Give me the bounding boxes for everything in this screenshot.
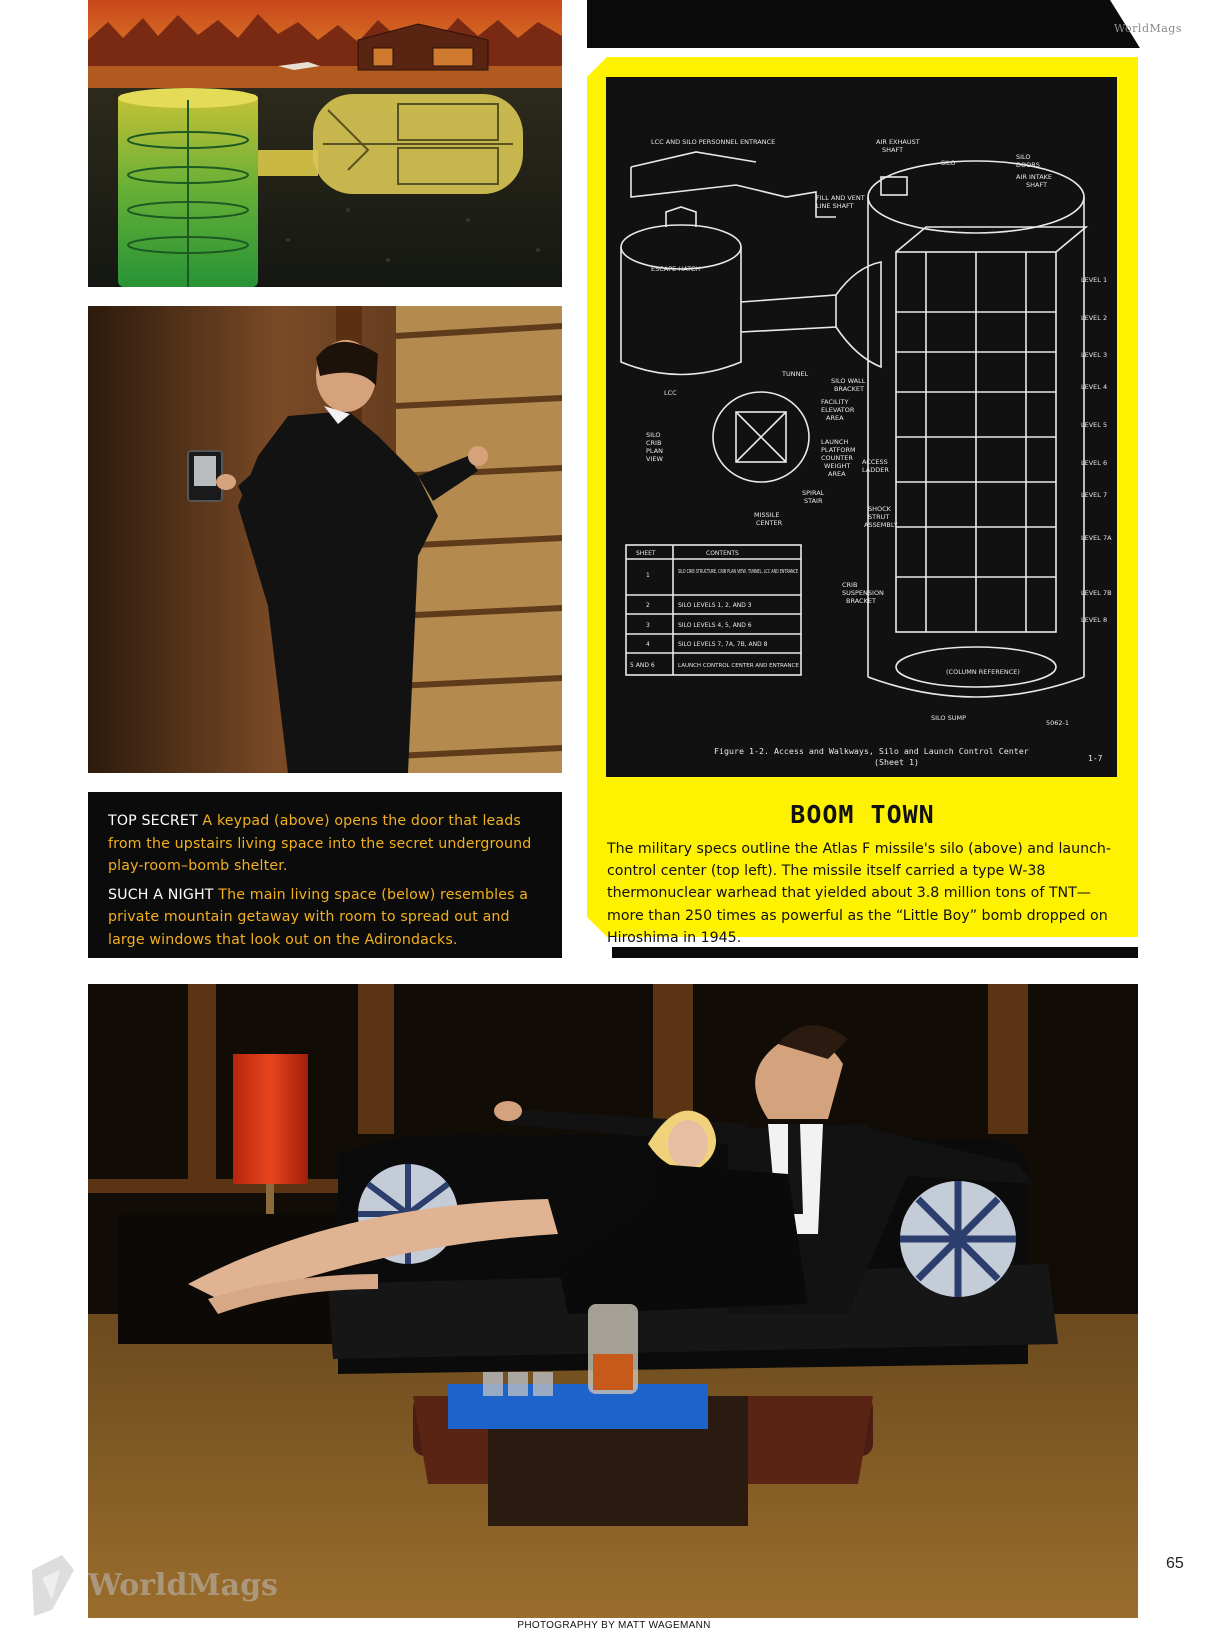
photo-credit: PHOTOGRAPHY BY MATT WAGEMANN: [517, 1620, 711, 1631]
table-cell: 1: [646, 572, 650, 579]
level-label: LEVEL 6: [1081, 459, 1108, 467]
bp-label: LCC AND SILO PERSONNEL ENTRANCE: [651, 138, 776, 146]
keypad-photo: [88, 306, 562, 773]
bp-label: MISSILE: [754, 511, 780, 519]
bp-label: COUNTER: [821, 454, 853, 462]
bp-label: LADDER: [862, 466, 889, 474]
bp-label: AREA: [828, 470, 846, 478]
bp-label: FACILITY: [821, 398, 849, 406]
bp-label: AREA: [826, 414, 844, 422]
bp-label: (COLUMN REFERENCE): [946, 668, 1020, 676]
sidebar-title: BOOM TOWN: [790, 800, 935, 829]
bp-label: ESCAPE HATCH: [651, 265, 701, 273]
bp-label: TUNNEL: [782, 370, 809, 378]
table-cell: 4: [646, 641, 650, 648]
bp-label: PLAN: [646, 447, 663, 455]
bp-label: ACCESS: [862, 458, 888, 466]
caption-lead: SUCH A NIGHT: [108, 886, 214, 903]
caption-text: The main living space (below) resembles a private mountain getaway with room to spread out and large windows that look out on the Adirondacks.: [108, 886, 529, 948]
level-label: LEVEL 5: [1081, 421, 1108, 429]
level-label: LEVEL 3: [1081, 351, 1108, 359]
bp-label: ELEVATOR: [821, 406, 855, 414]
bp-label: BRACKET: [834, 385, 864, 393]
bp-label: AIR EXHAUST: [876, 138, 920, 146]
figure-caption: Figure 1-2. Access and Walkways, Silo and Launch Control Center: [714, 746, 1029, 756]
table-cell: 3: [646, 622, 650, 629]
bp-label: WEIGHT: [824, 462, 851, 470]
bp-label: AIR INTAKE: [1016, 173, 1053, 181]
bp-label: FILL AND VENT: [816, 194, 865, 202]
sidebar-body: The military specs outline the Atlas F missile's silo (above) and launch-control center (top left). The missile itself carried a type W-38 thermonuclear warhead that yielded about 3.8 million tons of TNT—more than 250 times as powerful as the “Little Boy” bomb dropped on Hiroshima in 1945.: [607, 841, 1111, 946]
bp-label: SILO: [646, 431, 661, 439]
figure-page: 1-7: [1088, 754, 1103, 763]
figure-sheet: (Sheet 1): [874, 757, 919, 767]
bp-label: LCC: [664, 389, 677, 397]
bp-label: DOORS: [1016, 161, 1040, 169]
level-label: LEVEL 7A: [1081, 534, 1112, 542]
bp-label: SHAFT: [1026, 181, 1048, 189]
bp-label: STAIR: [804, 497, 823, 505]
watermark-large: WorldMags: [88, 1568, 278, 1603]
table-cell: SILO LEVELS 1, 2, AND 3: [678, 602, 752, 609]
table-cell: SILO CRIB STRUCTURE, CRIB PLAN VIEW, TUNNEL, LCC AND ENTRANCE: [678, 569, 798, 575]
bp-label: LINE SHAFT: [816, 202, 854, 210]
bottom-black-bar: [612, 947, 1138, 958]
level-label: LEVEL 8: [1081, 616, 1108, 624]
level-label: LEVEL 4: [1081, 383, 1108, 391]
bp-label: SILO WALL: [831, 377, 866, 385]
silo-cutaway-illustration: [88, 0, 562, 287]
bp-label: BRACKET: [846, 597, 876, 605]
table-cell: SILO LEVELS 7, 7A, 7B, AND 8: [678, 641, 768, 648]
bp-label: CENTER: [756, 519, 783, 527]
bp-label: SILO SUMP: [931, 714, 967, 722]
watermark-logo: [22, 1550, 82, 1624]
bp-label: 5062-1: [1046, 719, 1070, 727]
bp-label: PLATFORM: [821, 446, 856, 454]
top-black-bar: [587, 0, 1138, 48]
bp-label: SPIRAL: [802, 489, 825, 497]
bp-label: CRIB: [842, 581, 858, 589]
photo-caption: [88, 792, 562, 958]
level-label: LEVEL 2: [1081, 314, 1108, 322]
bp-label: SILO: [1016, 153, 1031, 161]
caption-text: A keypad (above) opens the door that leads from the upstairs living space into the secret underground play-room–bomb shelter.: [108, 813, 532, 874]
caption-top-secret: [108, 810, 544, 878]
level-label: LEVEL 1: [1081, 276, 1108, 284]
level-label: LEVEL 7B: [1081, 589, 1112, 597]
caption-lead: TOP SECRET: [108, 813, 198, 829]
page-number: 65: [1166, 1555, 1184, 1572]
table-cell: 2: [646, 602, 650, 609]
table-cell: SILO LEVELS 4, 5, AND 6: [678, 622, 752, 629]
bp-label: SHOCK: [868, 505, 891, 513]
bp-label: SHAFT: [882, 146, 904, 154]
bp-label: SILO: [941, 159, 956, 167]
bp-label: VIEW: [646, 455, 663, 463]
table-header: CONTENTS: [706, 550, 739, 557]
living-room-photo: [88, 984, 1138, 1618]
table-cell: 5 AND 6: [630, 662, 655, 669]
bp-label: ASSEMBLY: [864, 521, 898, 529]
table-header: SHEET: [636, 550, 656, 557]
level-label: LEVEL 7: [1081, 491, 1108, 499]
table-cell: LAUNCH CONTROL CENTER AND ENTRANCE: [678, 663, 799, 669]
caption-such-a-night: [108, 884, 544, 952]
bp-label: SUSPENSION: [842, 589, 884, 597]
bp-label: LAUNCH: [821, 438, 849, 446]
watermark-small: WorldMags: [1113, 22, 1182, 35]
silo-blueprint: [606, 77, 1117, 777]
bp-label: STRUT: [868, 513, 890, 521]
bp-label: CRIB: [646, 439, 662, 447]
